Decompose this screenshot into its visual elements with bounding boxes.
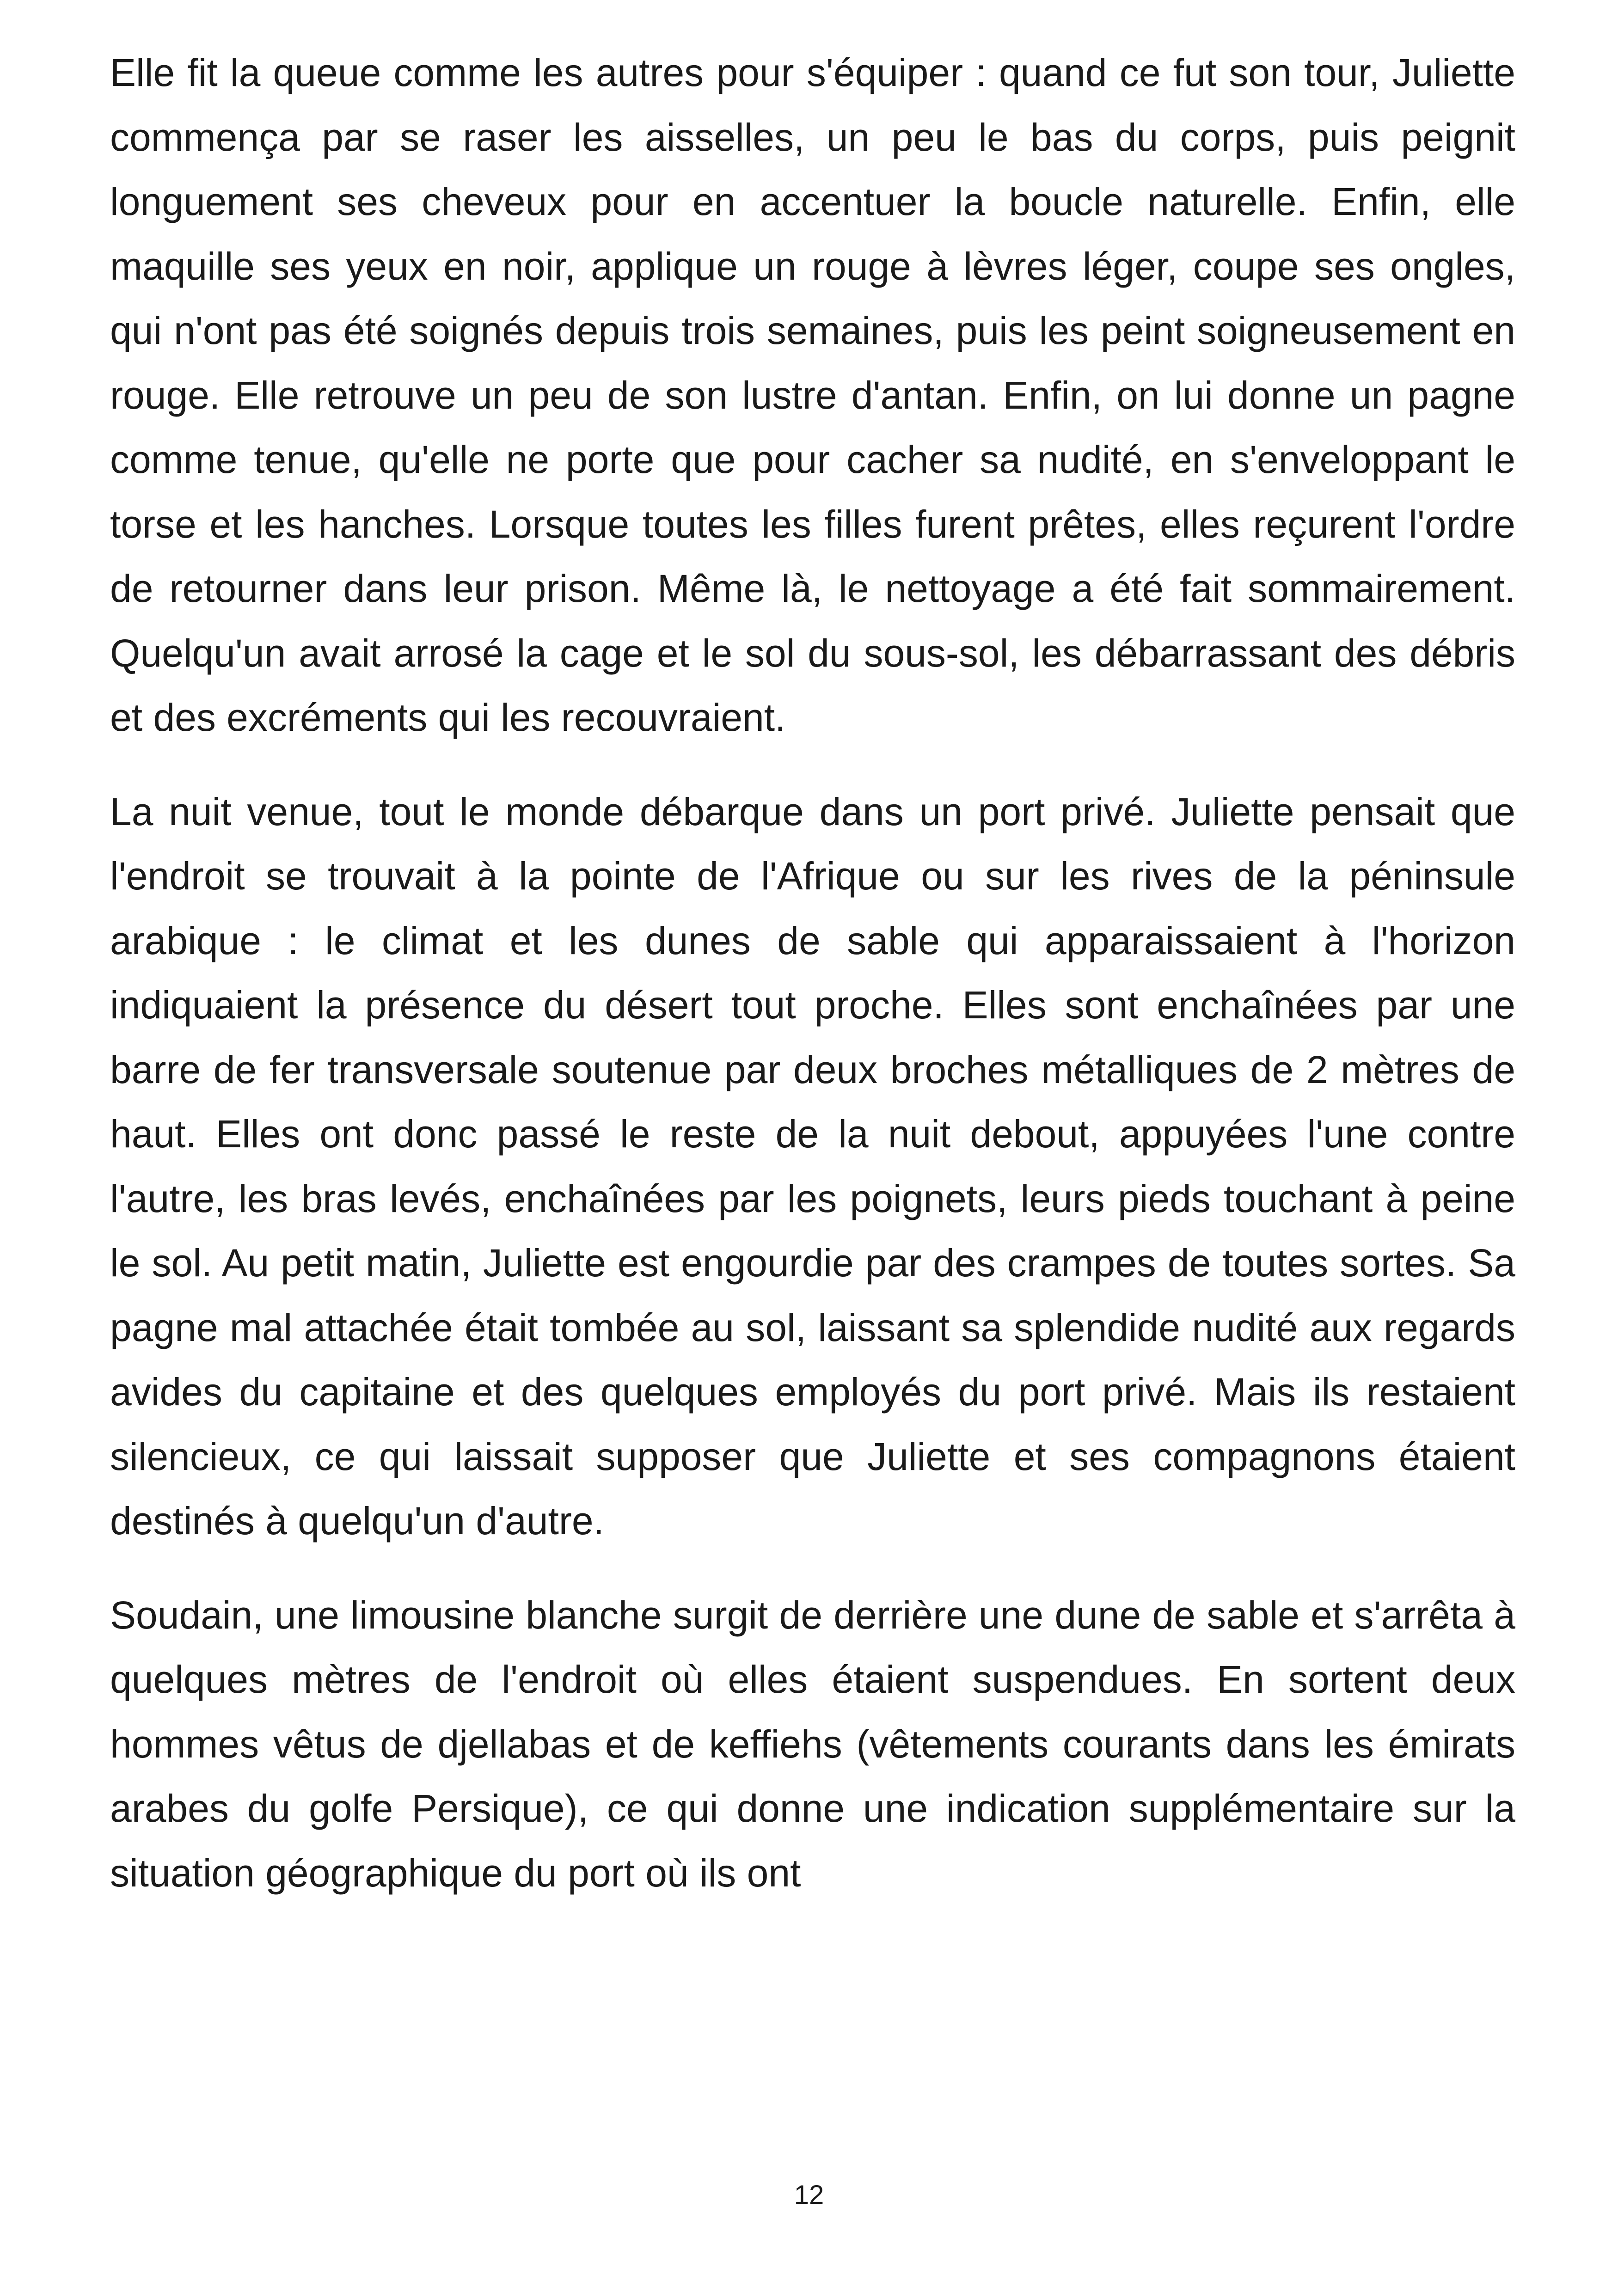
paragraph-1: Elle fit la queue comme les autres pour s'équiper : quand ce fut son tour, Juliette commença par se raser les aisselles, un peu le bas du corps, puis peignit longuement ses cheveux pour en accentuer la boucle naturelle. Enfin, elle maquille ses yeux en noir, applique un rouge à lèvres léger, coupe ses ongles, qui n'ont pas été soignés depuis trois semaines, puis les peint soigneusement en rouge. Elle retrouve un peu de son lustre d'antan. Enfin, on lui donne un pagne comme tenue, qu'elle ne porte que pour cacher sa nudité, en s'enveloppant le torse et les hanches. Lorsque toutes les filles furent prêtes, elles reçurent l'ordre de retourner dans leur prison. Même là, le nettoyage a été fait sommairement. Quelqu'un avait arrosé la cage et le sol du sous-sol, les débarrassant des débris et des excréments qui les recouvraient.	[110, 51, 1515, 739]
page-number: 12	[794, 2180, 824, 2210]
body-text	[110, 41, 1515, 1935]
paragraph-2: La nuit venue, tout le monde débarque dans un port privé. Juliette pensait que l'endroit se trouvait à la pointe de l'Afrique ou sur les rives de la péninsule arabique : le climat et les dunes de sable qui apparaissaient à l'horizon indiquaient la présence du désert tout proche. Elles sont enchaînées par une barre de fer transversale soutenue par deux broches métalliques de 2 mètres de haut. Elles ont donc passé le reste de la nuit debout, appuyées l'une contre l'autre, les bras levés, enchaînées par les poignets, leurs pieds touchant à peine le sol. Au petit matin, Juliette est engourdie par des crampes de toutes sortes. Sa pagne mal attachée était tombée au sol, laissant sa splendide nudité aux regards avides du capitaine et des quelques employés du port privé. Mais ils restaient silencieux, ce qui laissait supposer que Juliette et ses compagnons étaient destinés à quelqu'un d'autre.	[110, 790, 1515, 1543]
paragraph-3: Soudain, une limousine blanche surgit de derrière une dune de sable et s'arrêta à quelques mètres de l'endroit où elles étaient suspendues. En sortent deux hommes vêtus de djellabas et de keffiehs (vêtements courants dans les émirats arabes du golfe Persique), ce qui donne une indication supplémentaire sur la situation géographique du port où ils ont	[110, 1593, 1515, 1895]
